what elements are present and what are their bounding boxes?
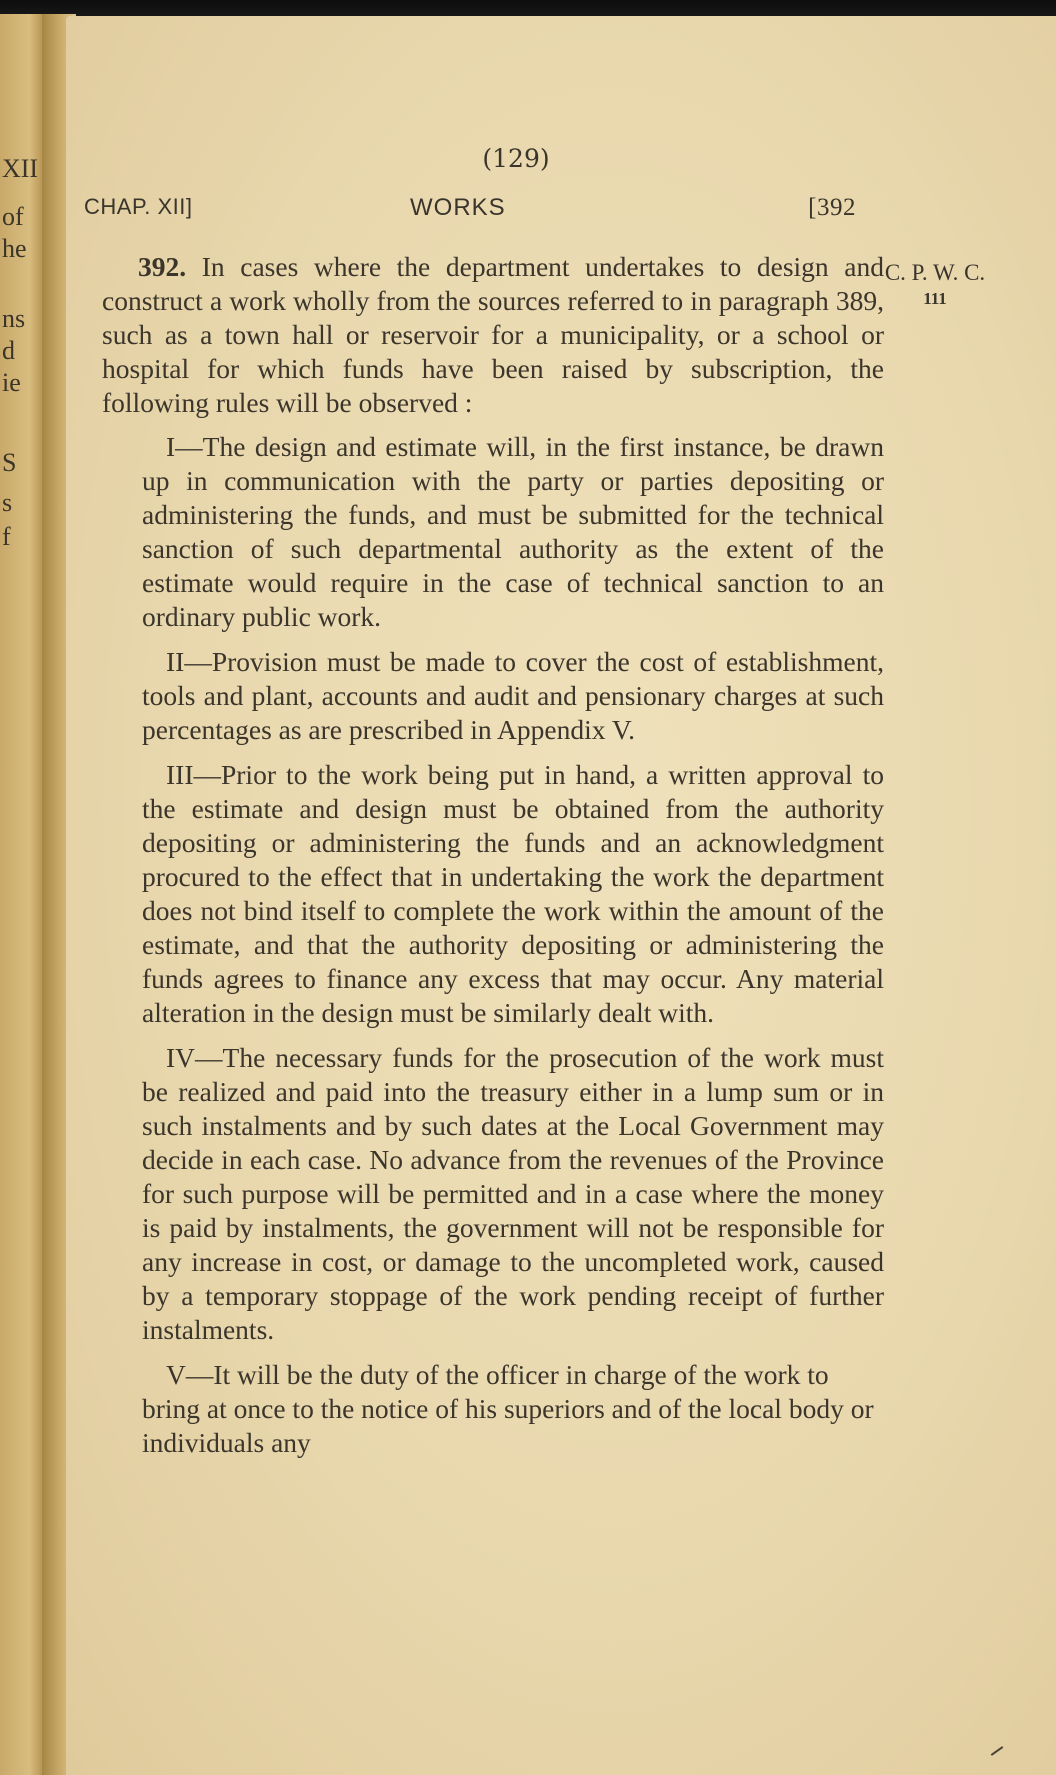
left-page-fragment: S xyxy=(2,448,17,477)
body-text xyxy=(102,250,884,1471)
paragraph-text: In cases where the department undertakes to design and construct a work wholly from the sources referred to in paragraph 389, such as a town hall or reservoir for a municipality, or a school or hospital for which funds have been raised by subscription, the following rules will be observed : xyxy=(102,251,884,418)
rule-iii: III—Prior to the work being put in hand, a written approval to the estimate and design must be obtained from the authority depositing or administering the funds and an acknowledgment procured to the effect that in undertaking the work the department does not bind itself to complete the work within the amount of the estimate, and that the authority depositing or administering the funds agrees to finance any excess that may occur. Any material alteration in the design must be similarly dealt with. xyxy=(142,759,884,1028)
running-header xyxy=(84,194,856,226)
previous-page-edge xyxy=(0,14,42,1775)
rule-ii: II—Provision must be made to cover the cost of establishment, tools and plant, accounts and audit and pensionary charges at such percentages as are prescribed in Appendix V. xyxy=(142,646,884,745)
margin-reference-number: 111 xyxy=(923,289,947,308)
left-page-fragment: ns xyxy=(2,304,26,333)
book-page xyxy=(66,16,1056,1775)
rule-i: I—The design and estimate will, in the first instance, be drawn up in communication with the party or parties depositing or administering the funds, and must be submitted for the technical sanction of such departmental authority as the extent of the estimate would require in the case of technical sanction to an ordinary public work. xyxy=(142,431,884,632)
paragraph-392 xyxy=(102,250,884,420)
header-chapter: CHAP. XII] xyxy=(84,194,193,219)
left-page-fragment: f xyxy=(2,522,11,551)
paragraph-number: 392. xyxy=(138,251,187,282)
rule-iv: IV—The necessary funds for the prosecution of the work must be realized and paid into the treasury either in a lump sum or in such instalments and by such dates at the Local Government may decide in each case. No advance from the revenues of the Province for such purpose will be permitted and in a case where the money is paid by instalments, the government will not be responsible for any increase in cost, or damage to the uncompleted work, caused by a temporary stoppage of the work pending receipt of further instalments. xyxy=(142,1042,884,1345)
margin-reference xyxy=(880,260,990,312)
left-page-fragment: d xyxy=(2,336,15,365)
rule-v: V—It will be the duty of the officer in charge of the work to bring at once to the notice of his superiors and of the local body or individuals any xyxy=(142,1359,874,1458)
left-page-fragment: XII xyxy=(2,154,39,183)
left-page-fragment: ie xyxy=(2,368,21,397)
left-page-fragment: he xyxy=(2,234,27,263)
margin-reference-code: C. P. W. C. xyxy=(884,260,986,285)
header-title: WORKS xyxy=(410,194,506,221)
page-number: (129) xyxy=(482,144,550,173)
header-paragraph-number: [392 xyxy=(808,194,856,221)
left-page-fragment: of xyxy=(2,202,24,231)
left-page-fragment: s xyxy=(2,488,13,517)
